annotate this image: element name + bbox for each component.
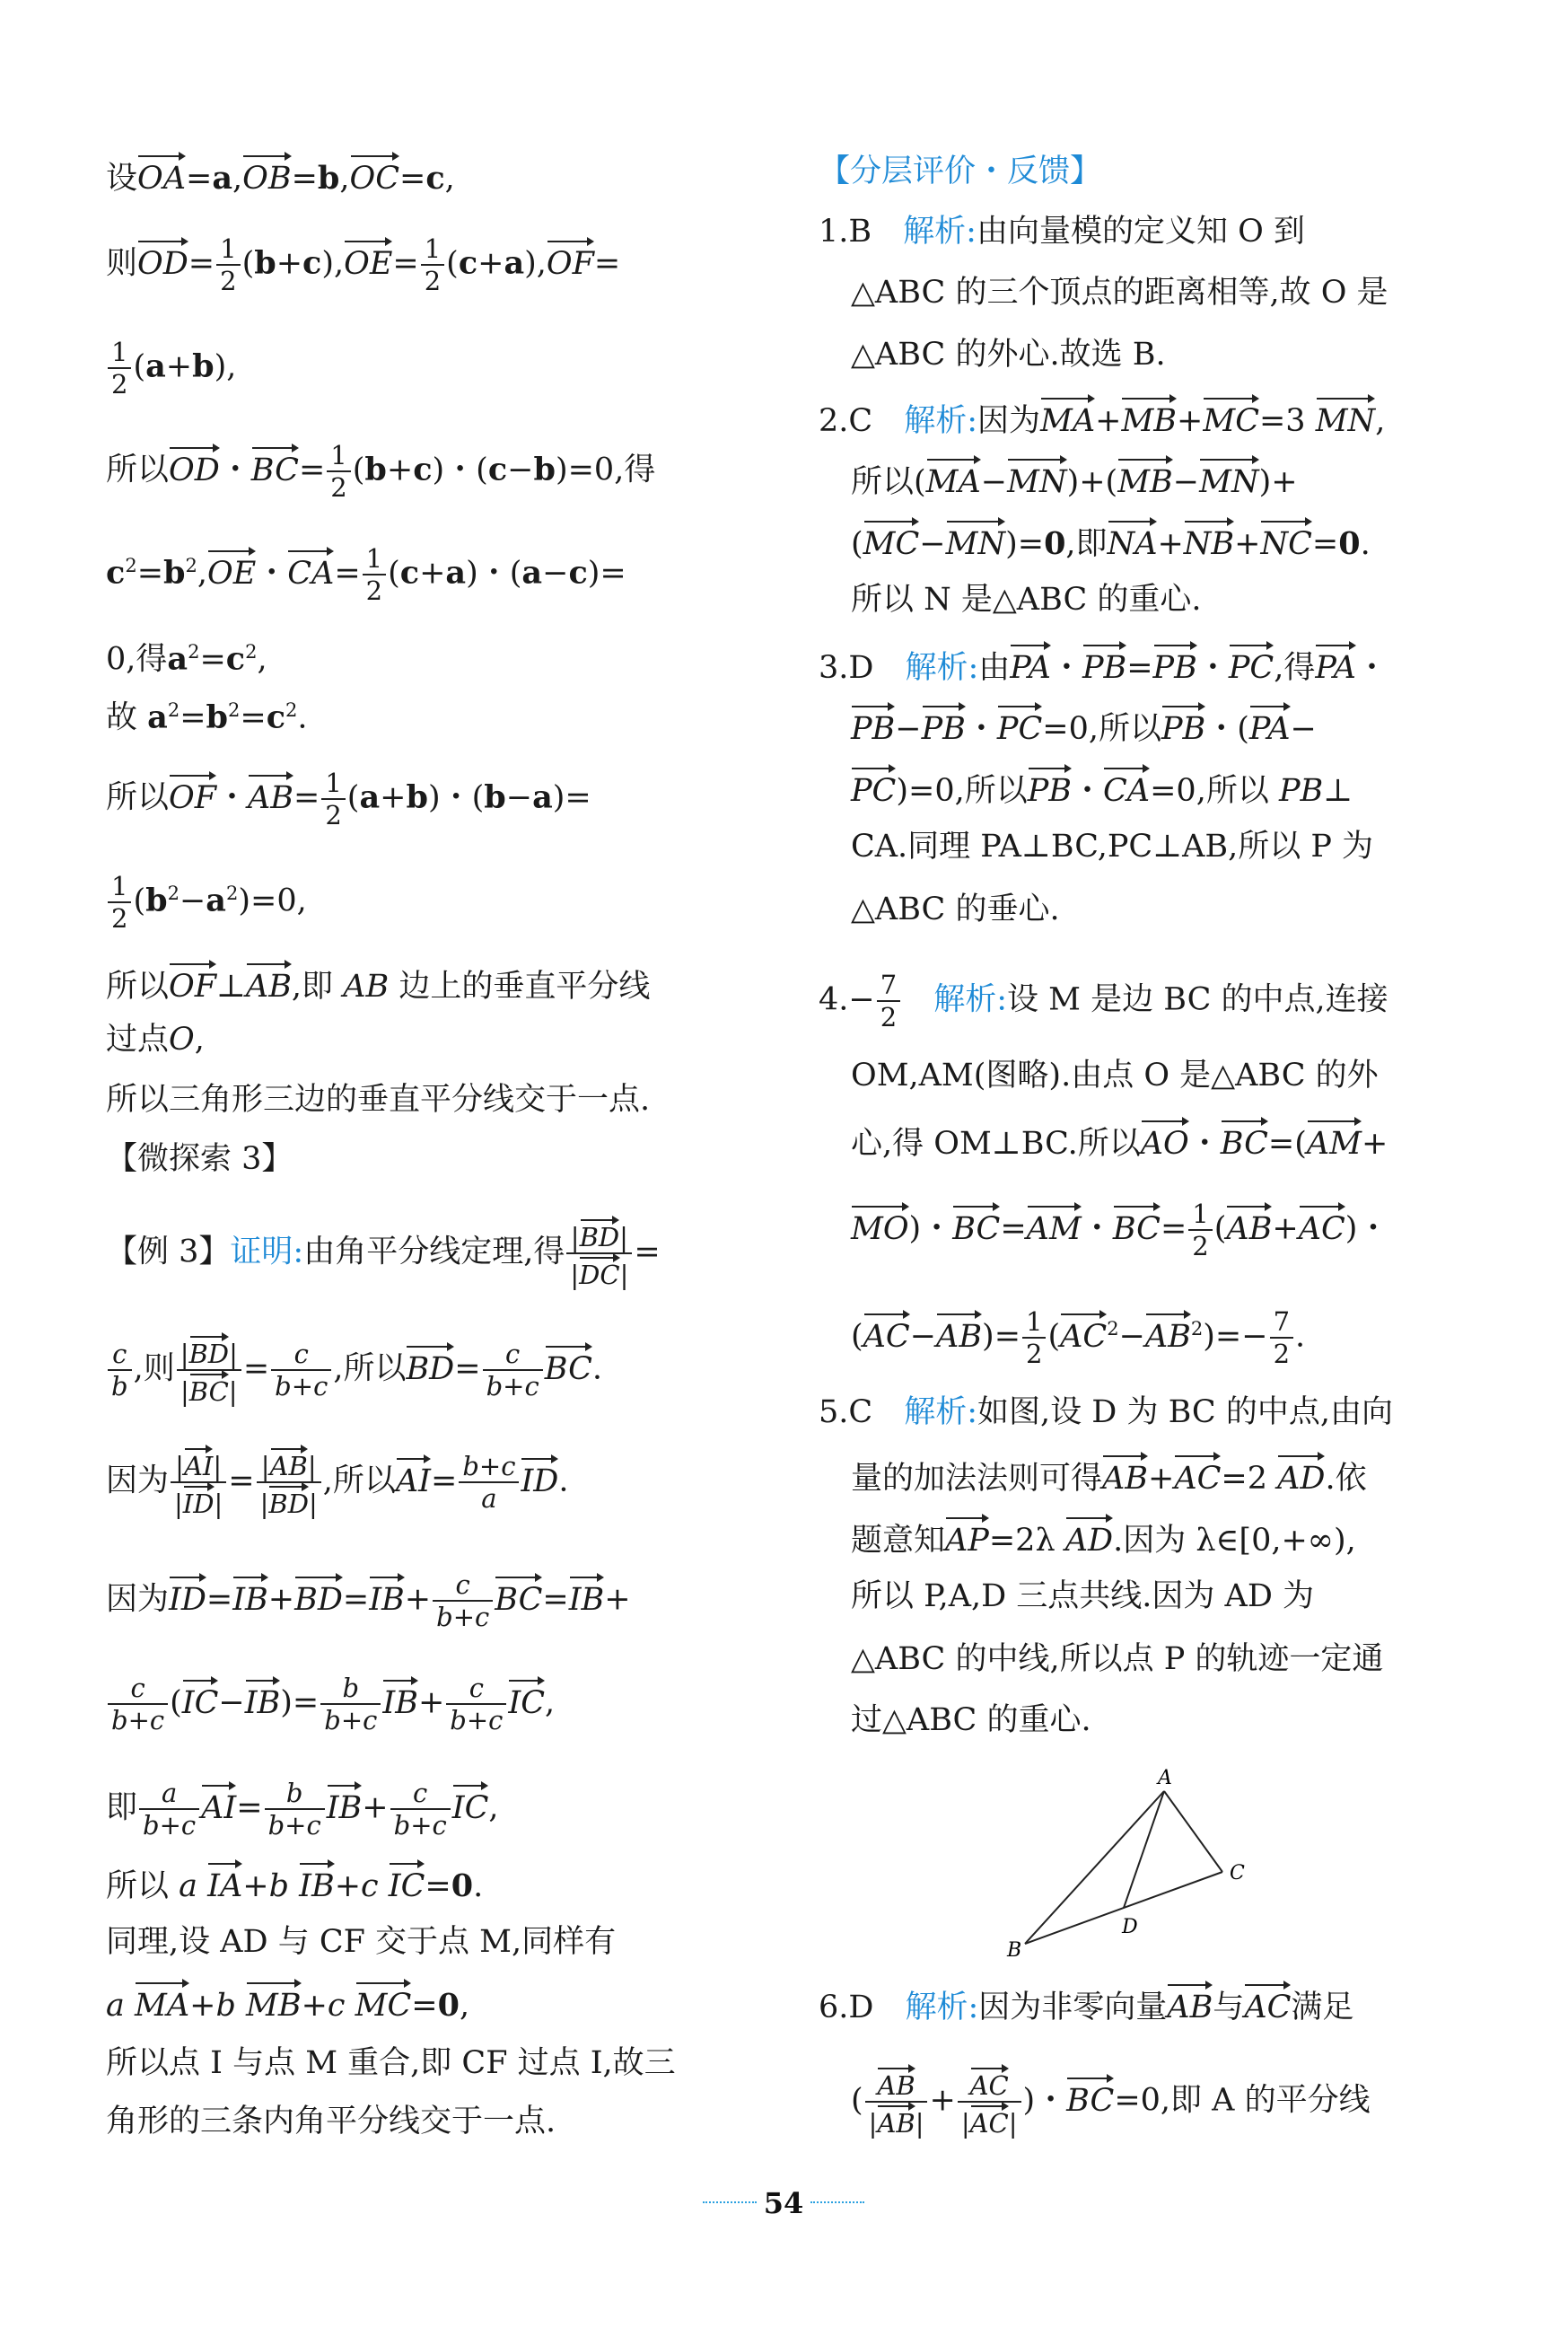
triangle-figure bbox=[998, 1764, 1249, 1962]
answer-line: ( $\frac{AB}{|AB|}$ + $\frac{AC}{|AC|}$ )・BC=0,即 A 的平分线 bbox=[851, 2065, 1371, 2139]
answer-line: △ABC 的外心.故选 B. bbox=[851, 337, 1166, 373]
answer-line: 2.C 解析:因为MA+MB+MC=3 MN, bbox=[819, 395, 1385, 442]
answer-line: 所以(MA−MN)+(MB−MN)+ bbox=[851, 456, 1298, 503]
answer-line: 5.C 解析:如图,设 D 为 BC 的中点,由向 bbox=[819, 1394, 1393, 1430]
answer-line: 所以 P,A,D 三点共线.因为 AD 为 bbox=[851, 1578, 1315, 1614]
text-line: 0,得$a^2=c^2$, bbox=[106, 640, 267, 678]
answer-line: MO)・BC=AM・BC= $\frac{1}{2}$ (AB+AC)・ bbox=[851, 1199, 1389, 1261]
label-d: D bbox=[1122, 1916, 1138, 1938]
section-heading: 【分层评价・反馈】 bbox=[819, 154, 1102, 189]
text-line: 设OA=a,OB=b,OC=c, bbox=[106, 153, 455, 199]
text-line: 【例 3】证明:由角平分线定理,得 $\frac{|BD|}{|DC|}$ = bbox=[106, 1217, 661, 1290]
answer-line: 4.− $\frac{7}{2}$ 解析:设 M 是边 BC 的中点,连接 bbox=[819, 970, 1388, 1032]
answer-line: (MC−MN)=0,即NA+NB+NC=0. bbox=[851, 518, 1371, 565]
answer-line: 心,得 OM⊥BC.所以AO・BC=(AM+ bbox=[851, 1118, 1388, 1164]
answer-line: 过△ABC 的重心. bbox=[851, 1702, 1091, 1738]
answer-line: 1.B 解析:由向量模的定义知 O 到 bbox=[819, 214, 1305, 250]
answer-line: △ABC 的垂心. bbox=[851, 892, 1060, 927]
answer-line: △ABC 的三个顶点的距离相等,故 O 是 bbox=[851, 275, 1388, 311]
answer-line: 题意知AP=2λ AD.因为 λ∈[0,+∞), bbox=[851, 1515, 1356, 1561]
text-line: 过点O, bbox=[106, 1022, 205, 1058]
label-b: B bbox=[1007, 1939, 1022, 1962]
text-line: 角形的三条内角平分线交于一点. bbox=[106, 2104, 556, 2139]
label-a: A bbox=[1158, 1767, 1172, 1789]
text-line: 因为ID=IB+BD=IB+ $\frac{c}{b+c}$ BC=IB+ bbox=[106, 1569, 631, 1632]
answer-line: 3.D 解析:由PA・PB=PB・PC,得PA・ bbox=[819, 642, 1388, 689]
text-line: 所以OF・AB= $\frac{1}{2}$ (a+b)・(b−a)= bbox=[106, 768, 591, 830]
text-line: $c^2=b^2,OE$・CA= $\frac{1}{2}$ (c+a)・(a−c)= bbox=[106, 543, 626, 606]
side-ab bbox=[1025, 1791, 1164, 1944]
label-c: C bbox=[1230, 1862, 1245, 1884]
text-line: a MA+b MB+c MC=0, bbox=[106, 1980, 469, 2026]
answer-line: 6.D 解析:因为非零向量AB与AC满足 bbox=[819, 1981, 1353, 2028]
text-line: 所以点 I 与点 M 重合,即 CF 过点 I,故三 bbox=[106, 2045, 676, 2081]
text-line: 故 $a^2=b^2=c^2$. bbox=[106, 698, 308, 736]
answer-line: OM,AM(图略).由点 O 是△ABC 的外 bbox=[851, 1058, 1379, 1094]
answer-line: (AC−AB)= $\frac{1}{2}$ $(AC^2-AB^2)=-$ $\frac{7}{2}$ . bbox=[851, 1306, 1306, 1369]
side-ac bbox=[1164, 1791, 1222, 1872]
answer-line: PB−PB・PC=0,所以PB・(PA− bbox=[851, 703, 1317, 750]
answer-line: 量的加法法则可得AB+AC=2 AD.依 bbox=[851, 1453, 1367, 1499]
text-line: $\frac{1}{2}$ $(b^2-a^2)=0$, bbox=[106, 871, 307, 934]
text-line: 所以三角形三边的垂直平分线交于一点. bbox=[106, 1082, 651, 1118]
page-number: 54 bbox=[739, 2182, 828, 2225]
answer-line: PC)=0,所以PB・CA=0,所以 PB⊥ bbox=[851, 765, 1353, 812]
section-heading: 【微探索 3】 bbox=[106, 1141, 293, 1177]
answer-line: 所以 N 是△ABC 的重心. bbox=[851, 582, 1202, 618]
text-line: 所以 a IA+b IB+c IC=0. bbox=[106, 1860, 483, 1907]
text-line: 因为 $\frac{|AI|}{|ID|}$ = $\frac{|AB|}{|BD|}$ ,所以AI= $\frac{b+c}{a}$ ID. bbox=[106, 1445, 569, 1519]
answer-line: CA.同理 PA⊥BC,PC⊥AB,所以 P 为 bbox=[851, 829, 1374, 865]
text-line: 所以OD・BC= $\frac{1}{2}$ (b+c)・(c−b)=0,得 bbox=[106, 440, 656, 503]
text-line: 则OD= $\frac{1}{2}$ (b+c),OE= $\frac{1}{2}$ (c+a),OF= bbox=[106, 233, 621, 296]
answer-line: △ABC 的中线,所以点 P 的轨迹一定通 bbox=[851, 1641, 1384, 1677]
median-ad bbox=[1124, 1791, 1164, 1908]
text-line: $\frac{c}{b}$ ,则 $\frac{|BD|}{|BC|}$ = $\frac{c}{b+c}$ ,所以BD= $\frac{c}{b+c}$ BC. bbox=[106, 1333, 602, 1407]
text-line: 所以OF⊥AB,即 AB 边上的垂直平分线 bbox=[106, 961, 650, 1007]
text-line: 同理,设 AD 与 CF 交于点 M,同样有 bbox=[106, 1924, 617, 1960]
text-line: $\frac{c}{b+c}$ (IC−IB)= $\frac{b}{b+c}$ IB+ $\frac{c}{b+c}$ IC, bbox=[106, 1673, 555, 1735]
text-line: 即 $\frac{a}{b+c}$ AI= $\frac{b}{b+c}$ IB+ $\frac{c}{b+c}$ IC, bbox=[106, 1778, 499, 1840]
text-line: $\frac{1}{2}$ (a+b), bbox=[106, 337, 236, 400]
